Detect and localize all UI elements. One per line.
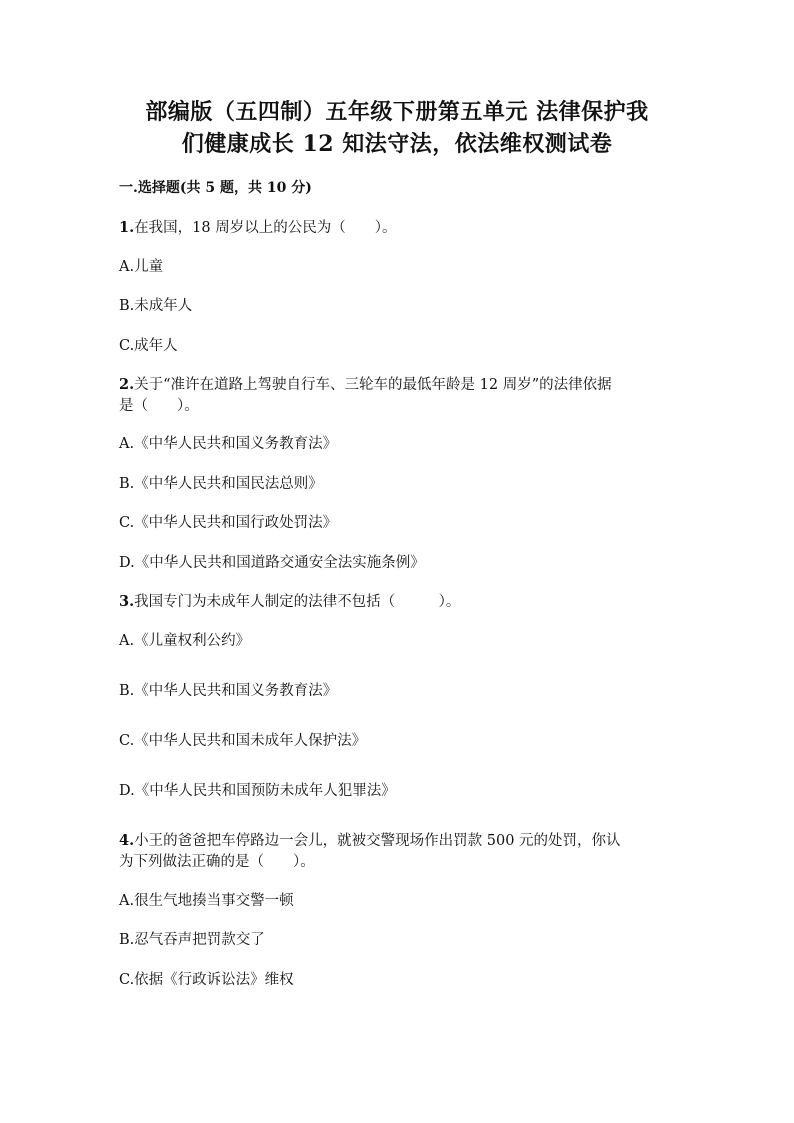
question-2-option-b: B.《中华人民共和国民法总则》	[119, 476, 323, 492]
question-4-text-line-1: 小王的爸爸把车停路边一会儿，就被交警现场作出罚款 500 元的处罚，你认	[134, 833, 621, 849]
question-2-number: 2.	[119, 376, 135, 393]
question-1-option-a: A.儿童	[119, 259, 164, 275]
question-2-option-d: D.《中华人民共和国道路交通安全法实施条例》	[119, 555, 425, 571]
question-3-option-c: C.《中华人民共和国未成年人保护法》	[119, 733, 367, 749]
question-3-option-d: D.《中华人民共和国预防未成年人犯罪法》	[119, 783, 396, 799]
question-2-option-a: A.《中华人民共和国义务教育法》	[119, 436, 338, 452]
question-2-option-c: C.《中华人民共和国行政处罚法》	[119, 515, 338, 531]
question-2-stem	[119, 375, 612, 395]
question-4-stem	[119, 831, 621, 851]
question-4-option-c: C.依据《行政诉讼法》维权	[119, 972, 294, 988]
question-4-option-b: B.忍气吞声把罚款交了	[119, 932, 265, 948]
question-4-number: 4.	[119, 832, 135, 849]
question-4-option-a: A.很生气地揍当事交警一顿	[119, 893, 294, 909]
section-heading: 一.选择题(共 5 题，共 10 分)	[119, 180, 312, 196]
question-3-text: 我国专门为未成年人制定的法律不包括（ ）。	[134, 594, 461, 610]
question-2-text-line-2: 是（ ）。	[119, 398, 199, 414]
question-1-option-b: B.未成年人	[119, 298, 193, 314]
question-1-option-c: C.成年人	[119, 338, 178, 354]
question-3-option-a: A.《儿童权利公约》	[119, 633, 251, 649]
question-2-text-line-1: 关于“准许在道路上驾驶自行车、三轮车的最低年龄是 12 周岁”的法律依据	[134, 377, 612, 393]
question-3-option-b: B.《中华人民共和国义务教育法》	[119, 683, 338, 699]
document-title-line-2: 们健康成长 12 知法守法，依法维权测试卷	[181, 131, 613, 157]
question-1-stem	[119, 218, 396, 238]
document-title-line-1: 部编版（五四制）五年级下册第五单元 法律保护我	[145, 99, 649, 125]
question-4-text-line-2: 为下列做法正确的是（ ）。	[119, 854, 315, 870]
question-3-number: 3.	[119, 593, 135, 610]
question-3-stem	[119, 592, 460, 612]
question-1-number: 1.	[119, 219, 135, 236]
question-1-text: 在我国，18 周岁以上的公民为（ ）。	[134, 220, 397, 236]
